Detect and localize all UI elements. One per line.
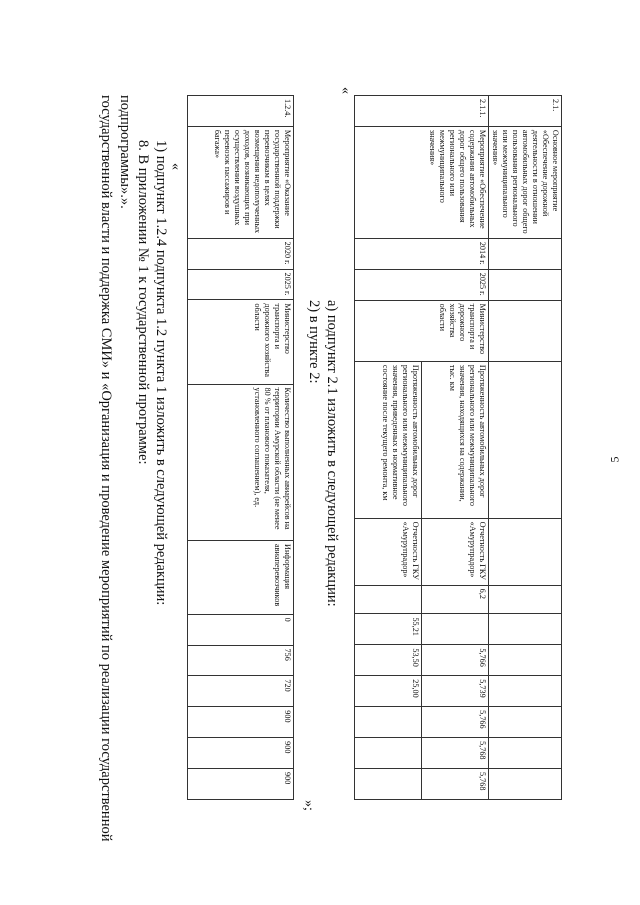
cell-value: 5,766 xyxy=(422,707,489,738)
cell-value: 0 xyxy=(188,614,294,645)
cell-empty xyxy=(489,738,562,769)
cell-empty xyxy=(489,518,562,585)
cell-value: 900 xyxy=(188,707,294,738)
cell-value: 5,739 xyxy=(422,676,489,707)
cell-empty xyxy=(355,707,422,738)
cell-source: Отчетность ГКУ «Амурупрадор» xyxy=(355,518,422,585)
cell-value: 6,2 xyxy=(422,585,489,614)
text-line-3: 8. В приложении № 1 к государственной программе: xyxy=(135,140,151,465)
cell-end-year: 2025 г. xyxy=(188,269,294,300)
cell-value: 55,21 xyxy=(355,614,422,645)
cell-number: 1.2.4. xyxy=(188,96,294,127)
text-line-5: 2) в пункте 2: xyxy=(306,300,322,384)
cell-value: 5,766 xyxy=(422,645,489,676)
cell-empty xyxy=(489,269,562,300)
text-line-4: 1) подпункт 1.2.4 подпункта 1.2 пункта 1 изложить в следующей редакции: xyxy=(153,140,169,606)
quote-open-2: « xyxy=(338,87,353,94)
cell-empty xyxy=(489,768,562,799)
cell-activity-name: Основное мероприятие «Обеспечение дорожной деятельности в отношении автомобильных дорог общего пользования регионального или межмуниципального значения» xyxy=(489,126,562,238)
table-row xyxy=(188,96,294,800)
cell-empty xyxy=(489,585,562,614)
page-number: 5 xyxy=(607,456,622,463)
cell-empty xyxy=(489,645,562,676)
cell-start-year: 2020 г. xyxy=(188,238,294,269)
cell-indicator: Протяженность автомобильных дорог регионального или межмуниципального значения, находящихся на содержании, тыс. км xyxy=(422,361,489,518)
cell-number: 2.1. xyxy=(489,96,562,127)
cell-value: 5,768 xyxy=(422,738,489,769)
table-row xyxy=(489,96,562,800)
quote-close-1: »; xyxy=(301,800,316,811)
cell-empty xyxy=(355,768,422,799)
table-subitem-1-2-4 xyxy=(187,95,294,800)
cell-start-year: 2014 г. xyxy=(355,238,489,269)
cell-indicator: Протяженность автомобильных дорог регионального или межмуниципального значения, приведенных в нормативное состояние после текущего ремонта, км xyxy=(355,361,422,518)
cell-indicator: Количество выполненных авиарейсов на территории Амурской области (не менее 80 % от планового показателя, установленного соглашением), ед. xyxy=(188,384,294,541)
table-row xyxy=(422,96,489,800)
cell-empty xyxy=(489,614,562,645)
quote-open-1: « xyxy=(168,163,183,170)
cell-value: 756 xyxy=(188,645,294,676)
cell-empty xyxy=(489,707,562,738)
cell-executor: Министерство транспорта и дорожного хозяйства области xyxy=(188,300,294,384)
cell-value: 900 xyxy=(188,738,294,769)
cell-value xyxy=(355,585,422,614)
cell-value: 53,50 xyxy=(355,645,422,676)
cell-value: 25,00 xyxy=(355,676,422,707)
cell-source: Отчетность ГКУ «Амурупрадор» xyxy=(422,518,489,585)
cell-activity-name: Мероприятие «Обеспечение содержания автомобильных дорог общего пользования регионального или межмуниципального значения» xyxy=(355,126,489,238)
cell-source: Информация авиаперевозчиков xyxy=(188,541,294,615)
cell-empty xyxy=(489,300,562,361)
text-line-1: государственной власти и поддержка СМИ» и «Организация и проведение мероприятий по реализации государственной xyxy=(98,95,114,842)
cell-empty xyxy=(355,738,422,769)
cell-empty xyxy=(489,361,562,518)
cell-executor: Министерство транспорта и дорожного хозяйства области xyxy=(355,300,489,361)
text-line-2: подпрограммы».». xyxy=(117,95,133,209)
cell-end-year: 2025 г. xyxy=(355,269,489,300)
text-line-6: а) подпункт 2.1 изложить в следующей редакции: xyxy=(324,300,340,607)
cell-empty xyxy=(489,238,562,269)
cell-activity-name: Мероприятие «Оказание государственной поддержки перевозчикам в целях возмещения недополученных доходов, возникающих при осуществлении воздушных перевозок пассажиров и багажа» xyxy=(188,126,294,238)
cell-value xyxy=(422,614,489,645)
cell-value: 5,768 xyxy=(422,768,489,799)
cell-number: 2.1.1. xyxy=(355,96,489,127)
cell-empty xyxy=(489,676,562,707)
table-subitem-2-1 xyxy=(354,95,562,800)
cell-value: 900 xyxy=(188,769,294,800)
cell-value: 720 xyxy=(188,676,294,707)
